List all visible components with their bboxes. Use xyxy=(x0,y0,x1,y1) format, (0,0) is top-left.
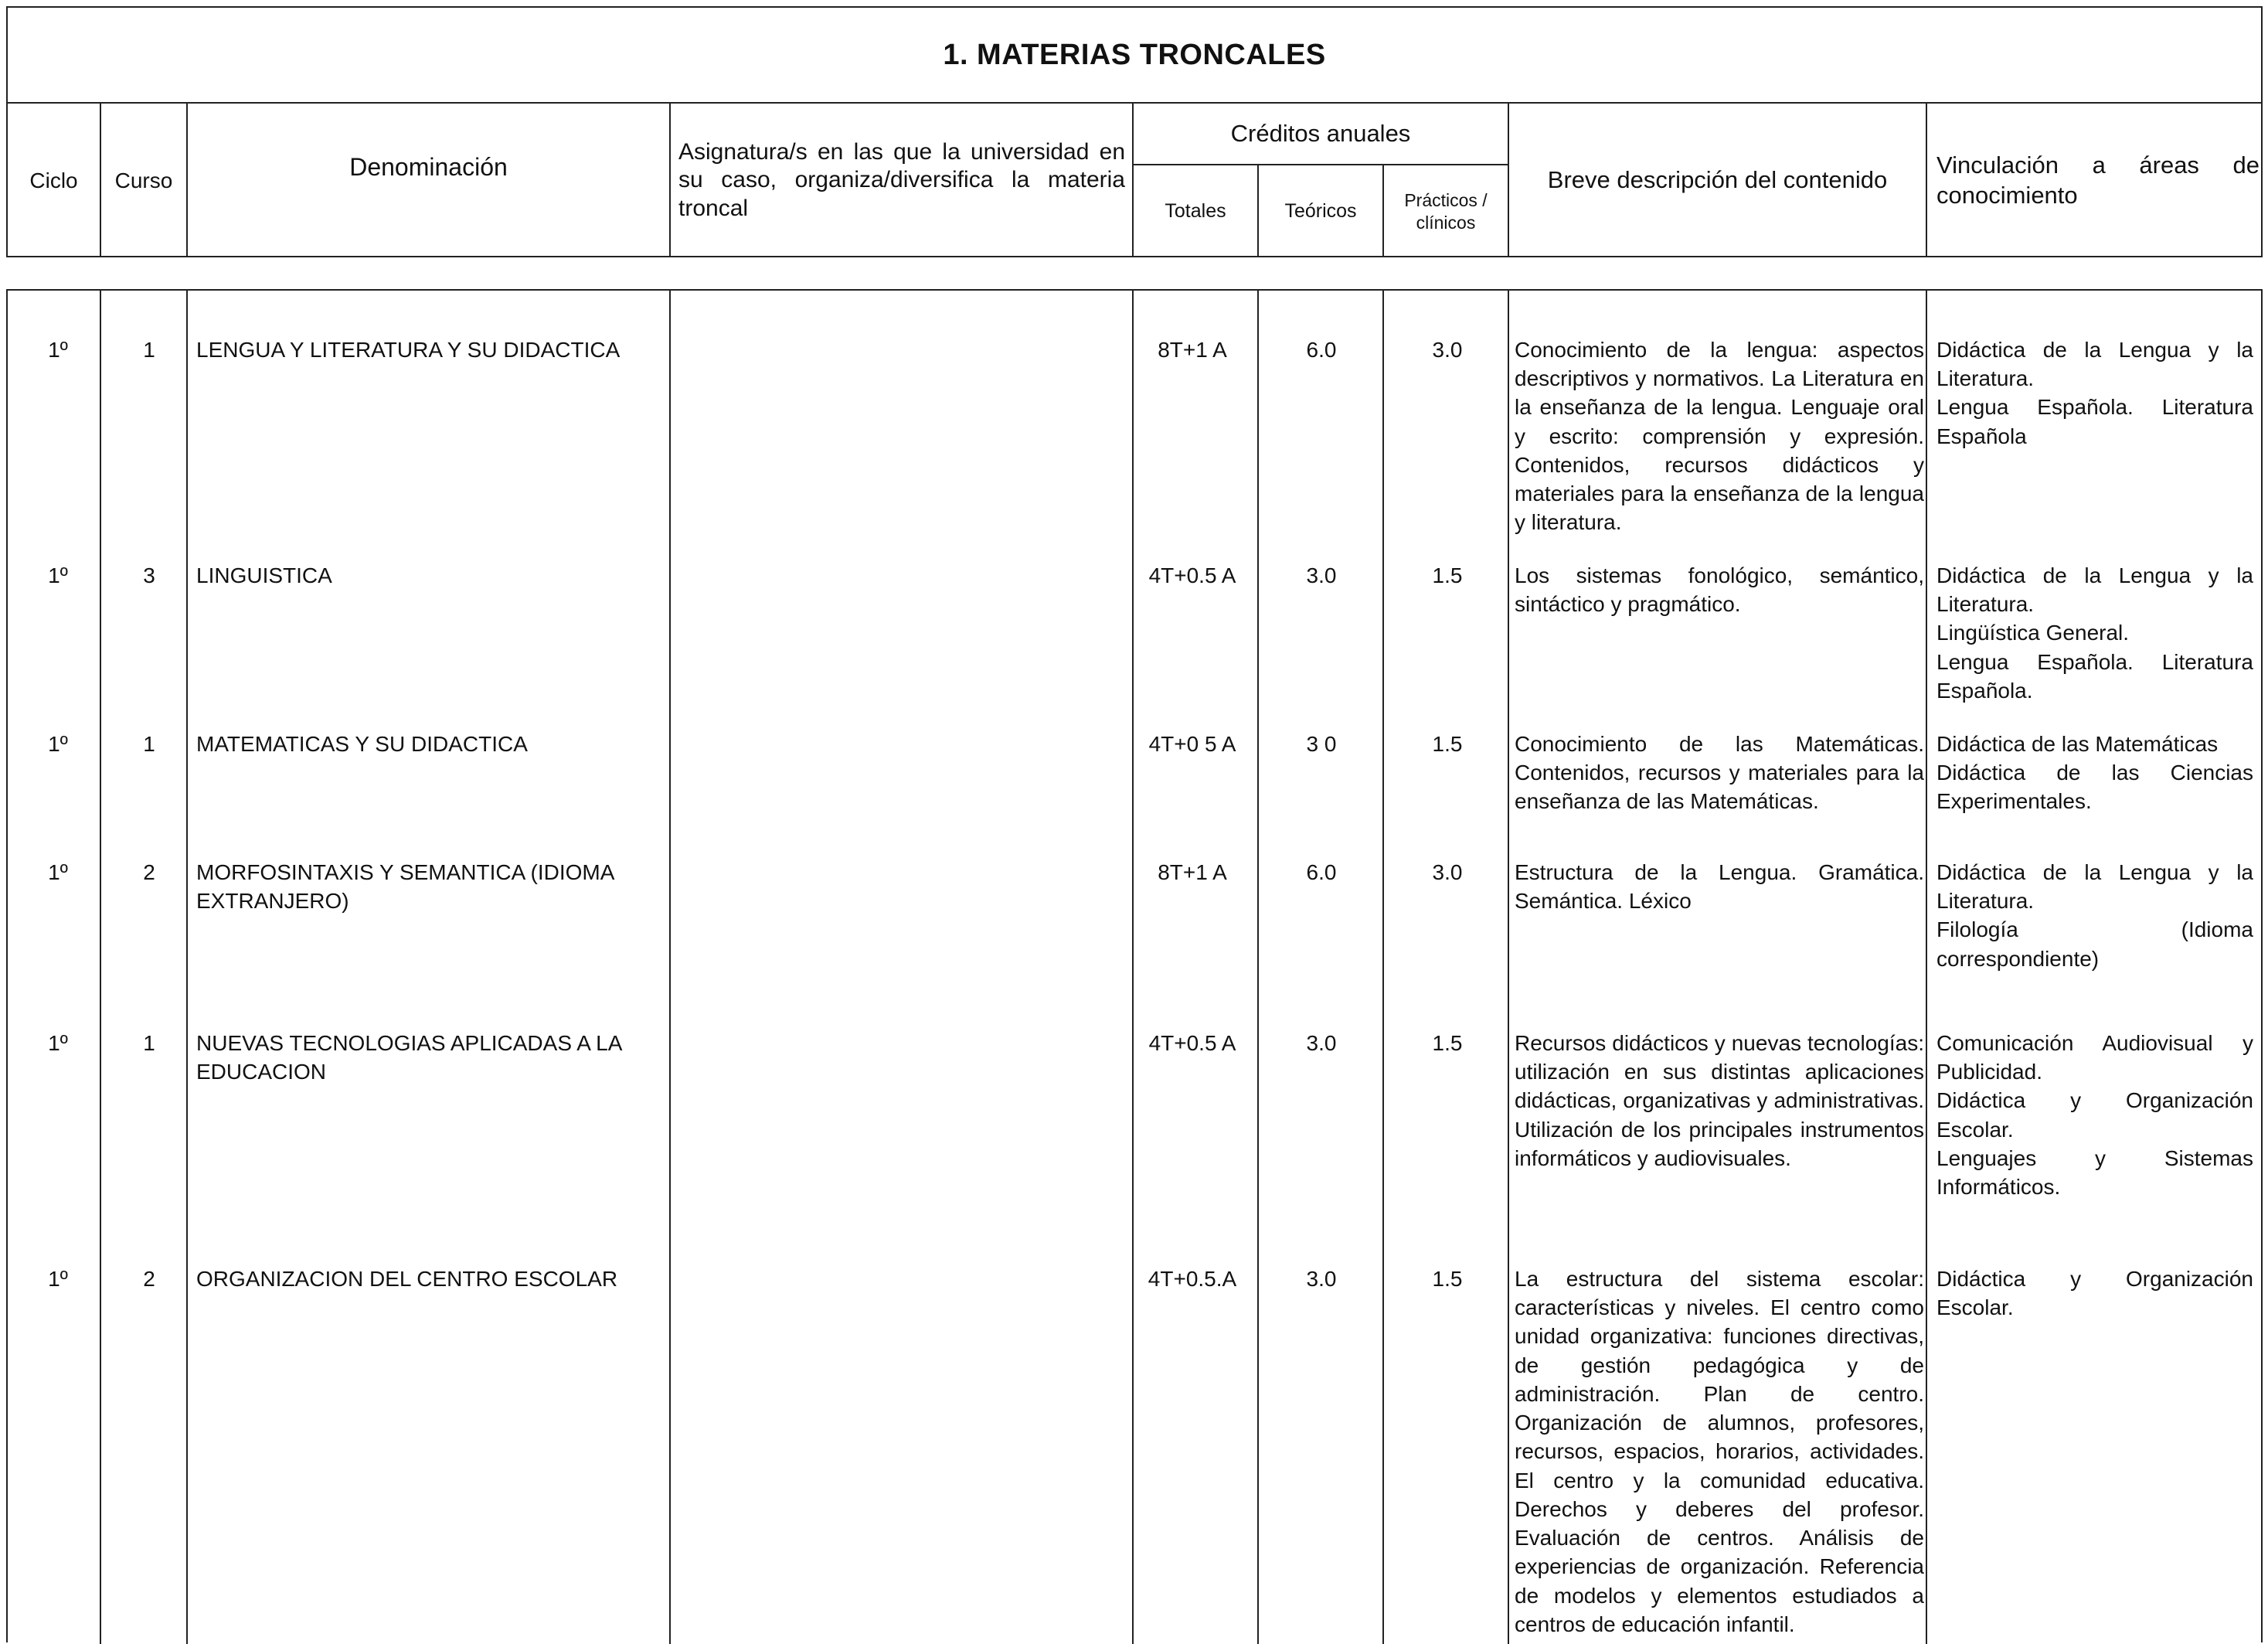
cell-curso: 2 xyxy=(143,1267,155,1291)
cell-practicos: 1.5 xyxy=(1432,1031,1463,1055)
cell-descripcion: Los sistemas fonológico, semántico, sintáctico y pragmático. xyxy=(1515,563,1924,617)
cell-denominacion: LINGUISTICA xyxy=(196,563,332,587)
cell-teoricos: 3.0 xyxy=(1306,563,1337,587)
cell-teoricos: 6.0 xyxy=(1306,860,1337,884)
vinculacion-area: Didáctica de la Lengua y la Literatura. xyxy=(1936,860,2253,914)
header-asignatura: Asignatura/s en las que la universidad en su caso, organiza/diversifica la materia troncal xyxy=(678,138,1125,221)
cell-descripcion: Estructura de la Lengua. Gramática. Semántica. Léxico xyxy=(1515,860,1924,914)
cell-descripcion: Conocimiento de la lengua: aspectos descriptivos y normativos. La Literatura en la enseñanza de la lengua. Lenguaje oral y escrito: comprensión y expresión. Contenidos, recursos didácticos y materiales para la enseñanza de la lengua y literatura. xyxy=(1515,338,1924,535)
cell-ciclo: 1º xyxy=(48,338,68,362)
cell-ciclo: 1º xyxy=(48,563,68,587)
table-header xyxy=(6,6,2263,257)
cell-totales: 4T+0.5 A xyxy=(1148,1031,1236,1055)
cell-curso: 2 xyxy=(143,860,155,884)
cell-denominacion: LENGUA Y LITERATURA Y SU DIDACTICA xyxy=(196,338,621,362)
cell-vinculacion xyxy=(1936,858,2253,973)
vinculacion-area: Didáctica de la Lengua y la Literatura. xyxy=(1936,563,2253,617)
cell-practicos: 1.5 xyxy=(1432,1267,1463,1291)
cell-teoricos: 3 0 xyxy=(1306,732,1337,756)
vinculacion-area: Lenguajes y Sistemas Informáticos. xyxy=(1936,1145,2253,1200)
cell-curso: 1 xyxy=(143,338,155,362)
header-denominacion: Denominación xyxy=(349,153,508,181)
cell-descripcion: Conocimiento de las Matemáticas. Contenidos, recursos y materiales para la enseñanza de las Matemáticas. xyxy=(1515,732,1924,814)
header-practicos: Prácticos / clínicos xyxy=(1404,189,1488,233)
header-creditos: Créditos anuales xyxy=(1230,119,1411,147)
cell-denominacion: MORFOSINTAXIS Y SEMANTICA (IDIOMA EXTRANJERO) xyxy=(196,860,614,914)
header-totales: Totales xyxy=(1165,199,1226,222)
vinculacion-area: Didáctica de las Ciencias Experimentales. xyxy=(1936,761,2253,814)
vinculacion-area: Didáctica y Organización Escolar. xyxy=(1936,1088,2253,1142)
header-curso: Curso xyxy=(114,168,173,192)
vinculacion-area: Didáctica y Organización Escolar. xyxy=(1936,1267,2253,1320)
vinculacion-area: Didáctica de las Matemáticas xyxy=(1936,732,2219,756)
cell-ciclo: 1º xyxy=(48,860,68,884)
cell-teoricos: 3.0 xyxy=(1306,1031,1337,1055)
cell-totales: 4T+0.5 A xyxy=(1148,563,1236,587)
cell-curso: 3 xyxy=(143,563,155,587)
cell-vinculacion xyxy=(1936,730,2253,816)
cell-totales: 8T+1 A xyxy=(1158,860,1227,884)
cell-practicos: 3.0 xyxy=(1432,860,1463,884)
cell-ciclo: 1º xyxy=(48,732,68,756)
cell-descripcion: Recursos didácticos y nuevas tecnologías: utilización en sus distintas aplicaciones didácticas, organizativas y administrativas. Utilización de los principales instrumentos informáticos y audiovisuales. xyxy=(1515,1031,1924,1170)
cell-totales: 8T+1 A xyxy=(1158,338,1227,362)
cell-totales: 4T+0.5.A xyxy=(1148,1267,1237,1291)
cell-vinculacion xyxy=(1936,561,2253,705)
cell-teoricos: 6.0 xyxy=(1306,338,1337,362)
vinculacion-area: Didáctica de la Lengua y la Literatura. xyxy=(1936,338,2253,391)
vinculacion-area: Lengua Española. Literatura Española. xyxy=(1936,649,2253,703)
cell-ciclo: 1º xyxy=(48,1267,68,1291)
vinculacion-area: Comunicación Audiovisual y Publicidad. xyxy=(1936,1031,2253,1084)
cell-teoricos: 3.0 xyxy=(1306,1267,1337,1291)
header-vinculacion: Vinculación a áreas de conocimiento xyxy=(1936,151,2259,209)
cell-vinculacion xyxy=(1936,1029,2253,1201)
table-body xyxy=(6,289,2263,1642)
cell-curso: 1 xyxy=(143,1031,155,1055)
cell-practicos: 1.5 xyxy=(1432,563,1463,587)
header-teoricos: Teóricos xyxy=(1284,199,1357,222)
cell-practicos: 3.0 xyxy=(1432,338,1463,362)
cell-denominacion: NUEVAS TECNOLOGIAS APLICADAS A LA EDUCACION xyxy=(196,1031,621,1084)
cell-ciclo: 1º xyxy=(48,1031,68,1055)
cell-practicos: 1.5 xyxy=(1432,732,1463,756)
vinculacion-area: Lingüística General. xyxy=(1936,621,2130,645)
header-descripcion: Breve descripción del contenido xyxy=(1547,166,1888,194)
cell-denominacion: ORGANIZACION DEL CENTRO ESCOLAR xyxy=(196,1267,618,1291)
vinculacion-area: Filología (Idioma correspondiente) xyxy=(1936,917,2253,971)
cell-vinculacion xyxy=(1936,335,2253,451)
page-title: 1. MATERIAS TRONCALES xyxy=(8,8,2261,104)
cell-totales: 4T+0 5 A xyxy=(1148,732,1236,756)
cell-descripcion: La estructura del sistema escolar: características y niveles. El centro como unidad organizativa: funciones directivas, de gestión pedagógica y de administración. Plan de centro. Organización de alumnos, profesores, recursos, espacios, horarios, actividades. El centro y la comunidad educativa. Derechos y deberes del profesor. Evaluación de centros. Análisis de experiencias de organización. Referencia de modelos y elementos estudiados a centros de educación infantil. xyxy=(1515,1267,1924,1636)
vinculacion-area: Lengua Española. Literatura Española xyxy=(1936,395,2253,448)
cell-denominacion: MATEMATICAS Y SU DIDACTICA xyxy=(196,732,528,756)
header-ciclo: Ciclo xyxy=(29,168,78,192)
cell-curso: 1 xyxy=(143,732,155,756)
cell-vinculacion xyxy=(1936,1264,2253,1322)
